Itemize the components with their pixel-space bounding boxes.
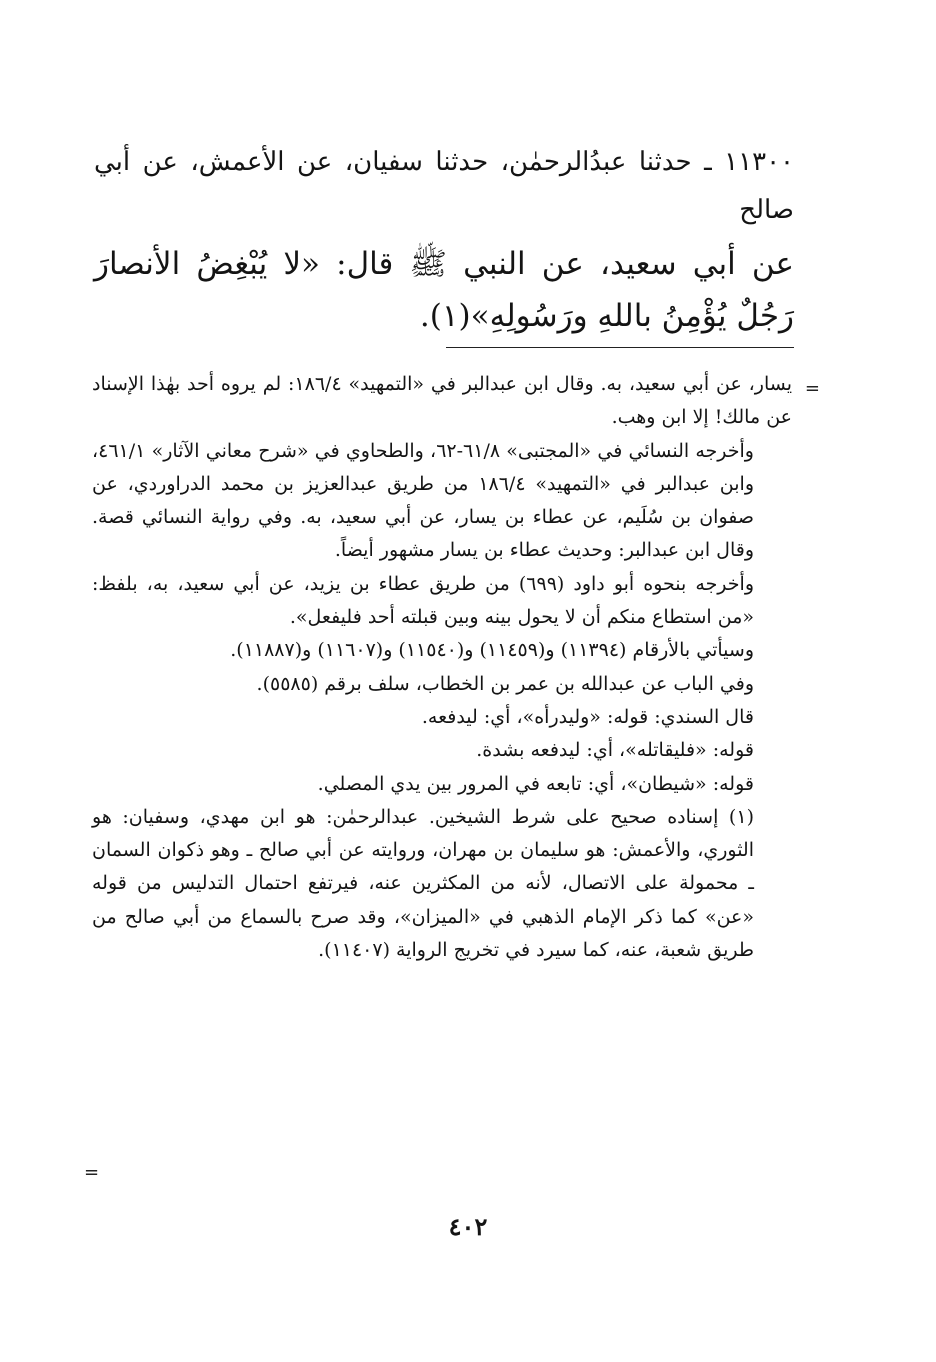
- footnote-1: (١) إسناده صحيح على شرط الشيخين. عبدالرحمٰن: هو ابن مهدي، وسفيان: هو الثوري، والأعمش: هو سليمان بن مهران، وروايته عن أبي صالح ـ وهو ذكوان السمان ـ محمولة على الاتصال، لأنه من المكثرين عنه، فيرتفع احتمال التدليس من قوله «عن» كما ذكر الإمام الذهبي في «الميزان»، وقد صرح بالسماع من أبي صالح من طريق شعبة، عنه، كما سيرد في تخريج الرواية (١١٤٠٧).: [92, 805, 754, 962]
- footnote-paragraph-abu-dawud: وأخرجه بنحوه أبو داود (٦٩٩) من طريق عطاء بن يزيد، عن أبي سعيد، به، بلفظ: «من استطاع منكم أن لا يحول بينه وبين قبلته أحد فليفعل».: [92, 572, 754, 629]
- footnote-paragraph-nasai: وأخرجه النسائي في «المجتبى» ٦١/٨-٦٢، والطحاوي في «شرح معاني الآثار» ٤٦١/١، وابن عبدالبر في «التمهيد» ١٨٦/٤ من طريق عبدالعزيز بن محمد الدراوردي، عن صفوان بن سُلَيم، عن عطاء بن يسار، عن أبي سعيد، به. وفي رواية النسائي قصة. وقال ابن عبدالبر: وحديث عطاء بن يسار مشهور أيضاً.: [92, 439, 755, 562]
- footnote-divider: [446, 347, 794, 348]
- continuation-mark-bottom: =: [84, 1162, 100, 1183]
- footnote-cross-references: وسيأتي بالأرقام (١١٣٩٤) و(١١٤٥٩) و(١١٥٤٠) و(١١٦٠٧) و(١١٨٨٧).: [230, 639, 754, 662]
- footnote-continued-paragraph: يسار، عن أبي سعيد، به. وقال ابن عبدالبر في «التمهيد» ١٨٦/٤: لم يروه أحد بهٰذا الإسناد عن مالك! إلا ابن وهب.: [92, 373, 792, 429]
- hadith-isnad-header: ١١٣٠٠ ـ حدثنا عبدُالرحمٰن، حدثنا سفيان، عن الأعمش، عن أبي صالح: [94, 147, 794, 225]
- page-number: ٤٠٢: [448, 1212, 488, 1241]
- footnote-sindi-comment: قال السندي: قوله: «وليدرأه»، أي: ليدفعه.: [421, 705, 754, 728]
- footnotes-section: [92, 368, 792, 967]
- hadith-text: عن أبي سعيد، عن النبي ﷺ قال: «لا يُبْغِضُ الأنصارَ رَجُلٌ يُؤْمِنُ باللهِ ورَسُولِهِ»(١).: [94, 246, 794, 334]
- footnote-sindi-comment-3: قوله: «شيطان»، أي: تابعه في المرور بين يدي المصلي.: [317, 772, 754, 795]
- footnote-related-narration: وفي الباب عن عبدالله بن عمر بن الخطاب، سلف برقم (٥٥٨٥).: [256, 672, 754, 695]
- continuation-mark-top: =: [804, 378, 820, 399]
- footnote-sindi-comment-2: قوله: «فليقاتله»، أي: ليدفعه بشدة.: [476, 739, 754, 762]
